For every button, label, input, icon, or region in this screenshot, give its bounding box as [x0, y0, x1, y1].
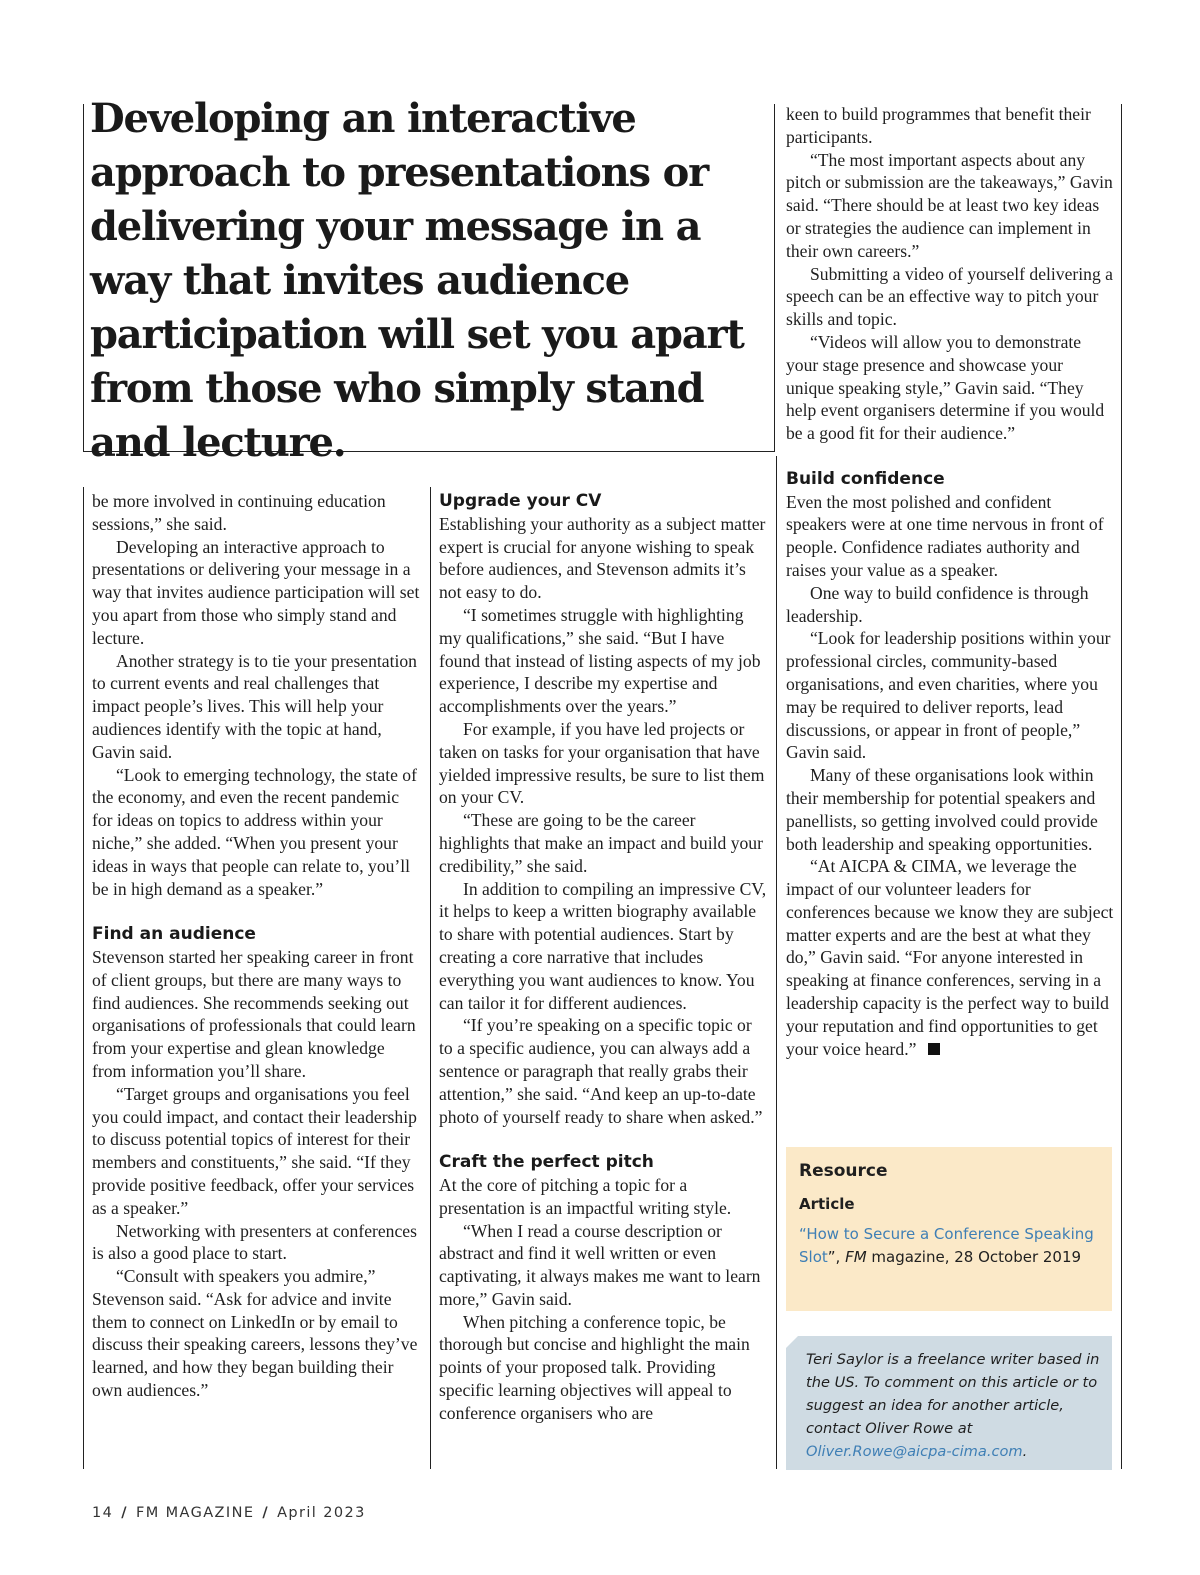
closing-paragraph-text: “At AICPA & CIMA, we leverage the impact of our volunteer leaders for conferences because we know they are subject matter experts and are the best at what they do,” Gavin said. “For anyone interested in speaking at finance conferences, serving in a leadership capacity is the perfect way to build your reputation and find opportunities to get your voice heard.” — [786, 856, 1114, 1059]
resource-date: magazine, 28 October 2019 — [866, 1248, 1082, 1266]
resource-box — [786, 1147, 1112, 1311]
publication-name: FM MAGAZINE — [135, 1505, 255, 1521]
magazine-name: FM — [845, 1248, 867, 1266]
paragraph: “Target groups and organisations you feel you could impact, and contact their leadership to discuss potential topics of interest for their members and constituents,” she said. “If they provide positive feedback, offer your services as a speaker.” — [92, 1083, 417, 1218]
paragraph: For example, if you have led projects or taken on tasks for your organisation that have yielded impressive results, be sure to list them on your CV. — [439, 718, 765, 808]
footer-separator: / — [262, 1505, 270, 1521]
paragraph: When pitching a conference topic, be thorough but concise and highlight the main points of your proposed talk. Providing specific learning objectives will appeal to conference organisers who are — [439, 1311, 750, 1423]
page-footer — [92, 1505, 366, 1521]
paragraph: Developing an interactive approach to presentations or delivering your message in a way that invites audience participation will set you apart from those who simply stand and lecture. — [92, 536, 420, 648]
paragraph: “Look for leadership positions within your professional circles, community-based organisations, and even charities, where you may be required to deliver reports, lead discussions, or appear in front of people,” Gavin said. — [786, 628, 1111, 763]
paragraph: “If you’re speaking on a specific topic or to a specific audience, you can always add a sentence or paragraph that really grabs their attention,” she said. “And keep an up-to-date photo of yourself ready to share when asked.” — [439, 1015, 763, 1127]
paragraph: One way to build confidence is through leadership. — [786, 582, 1089, 626]
pull-quote: Developing an interactive approach to presentations or delivering your message in a way that invites audience participation will set you apart from those who simply stand and lecture. — [90, 95, 744, 466]
paragraph: At the core of pitching a topic for a presentation is an impactful writing style. — [439, 1174, 732, 1218]
paragraph: Establishing your authority as a subject matter expert is crucial for anyone wishing to speak before audiences, and Stevenson admits it’s not easy to do. — [439, 513, 766, 603]
column3-left-rule — [776, 456, 777, 1469]
end-of-article-mark — [928, 1043, 940, 1055]
resource-subtitle: Article — [799, 1195, 855, 1213]
paragraph: Stevenson started her speaking career in front of client groups, but there are many ways to find audiences. She recommends seeking out organisations of professionals that could learn from your expertise and glean knowledge from information you’ll share. — [92, 946, 416, 1081]
author-bio-box — [786, 1336, 1112, 1470]
pullquote-left-rule — [83, 104, 84, 452]
paragraph: “When I read a course description or abstract and find it well written or even captivating, it always makes me want to learn more,” Gavin said. — [439, 1220, 761, 1309]
section-heading-build-confidence: Build confidence — [786, 468, 945, 489]
resource-citation — [799, 1223, 1099, 1269]
bio-corner-notch — [786, 1336, 798, 1348]
paragraph: Even the most polished and confident speakers were at one time nervous in front of people. Confidence radiates authority and raises your value as a speaker. — [786, 491, 1104, 580]
author-email-link[interactable]: Oliver.Rowe@aicpa-cima.com — [806, 1443, 1023, 1460]
bio-text: Teri Saylor is a freelance writer based in the US. To comment on this article or to suggest an idea for another article, contact Oliver Rowe at — [806, 1351, 1100, 1437]
article-column-2 — [439, 490, 769, 1425]
paragraph: Another strategy is to tie your presentation to current events and real challenges that impact people’s lives. This will help your audiences identify with the topic at hand, Gavin said. — [92, 650, 417, 762]
quote-mark: ”, — [827, 1248, 846, 1266]
resource-article-link[interactable]: How to Secure a Conference Speaking Slot — [799, 1225, 1094, 1266]
bio-end: . — [1022, 1443, 1028, 1460]
paragraph: “Look to emerging technology, the state of the economy, and even the recent pandemic for ideas on topics to address within your niche,” she added. “When you present your ideas in ways that people can relate to, you’ll be in high demand as a speaker.” — [92, 764, 417, 899]
issue-date: April 2023 — [277, 1505, 366, 1521]
section-heading-find-an-audience: Find an audience — [92, 924, 256, 945]
pullquote-right-rule — [774, 104, 775, 452]
paragraph: Submitting a video of yourself delivering a speech can be an effective way to pitch your skills and topic. — [786, 263, 1113, 330]
page-right-rule — [1121, 104, 1122, 1469]
paragraph: keen to build programmes that benefit their participants. — [786, 104, 1091, 147]
paragraph — [786, 855, 1114, 1060]
resource-title: Resource — [799, 1161, 888, 1181]
paragraph: “Videos will allow you to demonstrate your stage presence and showcase your unique speaking style,” Gavin said. “They help event organisers determine if you would be a good fit for their audience.” — [786, 331, 1105, 444]
column2-left-rule — [430, 487, 431, 1469]
section-heading-craft-the-perfect-pitch: Craft the perfect pitch — [439, 1152, 654, 1173]
quote-mark: “ — [799, 1225, 807, 1243]
paragraph: In addition to compiling an impressive CV, it helps to keep a written biography available to share with potential audiences. Start by creating a core narrative that includes everything you want audiences to know. You can tailor it for different audiences. — [439, 878, 767, 1013]
paragraph: “The most important aspects about any pitch or submission are the takeaways,” Gavin said. “There should be at least two key ideas or strategies the audience can implement in their own careers.” — [786, 149, 1113, 261]
paragraph: “Consult with speakers you admire,” Stevenson said. “Ask for advice and invite them to connect on LinkedIn or by email to discuss their speaking careers, lessons they’ve learned, and how they began building their own audiences.” — [92, 1266, 418, 1401]
footer-separator: / — [121, 1505, 128, 1521]
section-heading-upgrade-your-cv: Upgrade your CV — [439, 491, 602, 511]
paragraph: Many of these organisations look within their membership for potential speakers and panellists, so getting involved could provide both leadership and speaking opportunities. — [786, 765, 1098, 854]
article-column-1 — [92, 490, 422, 1402]
column1-left-rule — [83, 487, 84, 1469]
paragraph: Networking with presenters at conferences is also a good place to start. — [92, 1220, 417, 1264]
paragraph: “I sometimes struggle with highlighting my qualifications,” she said. “But I have found that instead of listing aspects of my job experience, I describe my expertise and accomplishments over the years.” — [439, 604, 761, 717]
paragraph: be more involved in continuing education sessions,” she said. — [92, 491, 386, 534]
paragraph: “These are going to be the career highlights that make an impact and build your credibility,” she said. — [439, 810, 763, 876]
article-column-3 — [786, 103, 1114, 1060]
page-number: 14 — [92, 1505, 114, 1521]
